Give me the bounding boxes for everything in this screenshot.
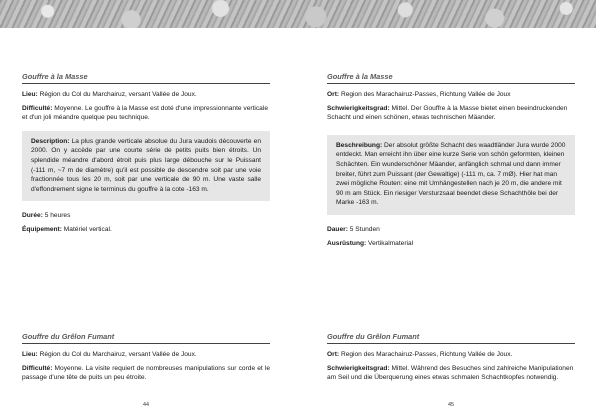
left-section-gouffre-a-la-masse	[22, 72, 270, 235]
schwierigkeit-value: Mittel. Während des Besuches sind zahlreiche Manipulationen am Seil und die Überquerung eines etwas schmalen Schachtkopfes notwendig.	[327, 364, 574, 382]
lieu-label: Lieu:	[22, 91, 38, 98]
difficulte-label: Difficulté:	[22, 104, 53, 112]
schwierigkeit-value: Mittel. Der Gouffre à la Masse bietet einen beeindruckenden Schacht und einen schönen, etwas technischen Mäander.	[327, 104, 568, 122]
section-title: Gouffre à la Masse	[22, 72, 270, 84]
beschreibung-label: Beschreibung:	[336, 141, 383, 149]
lieu-value: Région du Col du Marchairuz, versant Vallée de Joux.	[39, 351, 197, 358]
description-text: La plus grande verticale absolue du Jura vaudois découverte en 2000. On y accède par une courte série de petits puits bien étroits. Un splendide méandre d'abord étroit puis plus large débouche sur le Puissant (-111 m, ~7 m de diamètre) qu'il est possible de descendre soit par une voie fractionnée tous les 20 m, soit par une verticale de 90 m. Une vaste salle d'effondrement signe le terminus du gouffre à la cote -163 m.	[31, 137, 261, 193]
lieu-line	[22, 350, 270, 360]
right-section-gouffre-du-grelon-fumant	[327, 318, 575, 387]
ort-line	[327, 350, 575, 360]
schwierigkeit-line	[327, 104, 575, 123]
beschreibung-text: Der absolut größte Schacht des waadtländer Jura wurde 2000 entdeckt. Man erreicht ihn über eine kurze Serie von schön geformten, kleinen Schächten. Ein wunderschöner Mäander, anfänglich schmal und dann immer breiter, führt zum Puissant (der Gewaltige) (-111 m, ca. 7 mØ). Hier hat man zwei mögliche Routen: eine mit Umhängestellen nach je 20 m, die andere mit 90 m am Stück. Ein riesiger Versturzsaal beendet diese Schachthöle bei der Marke -163 m.	[336, 141, 566, 207]
ausruestung-value: Vertikalmaterial	[368, 239, 414, 247]
equipement-label: Équipement:	[22, 225, 62, 233]
dauer-line	[327, 225, 575, 235]
ort-label: Ort:	[327, 351, 340, 358]
page-number-right: 45	[448, 402, 454, 408]
duree-value: 5 heures	[44, 212, 71, 220]
section-title: Gouffre du Grêlon Fumant	[327, 332, 575, 344]
schwierigkeit-label: Schwierigkeitsgrad:	[327, 364, 390, 372]
page-number-left: 44	[143, 402, 149, 408]
left-page	[22, 58, 270, 239]
section-title: Gouffre du Grêlon Fumant	[22, 332, 270, 344]
left-section-gouffre-du-grelon-fumant	[22, 318, 270, 387]
right-page	[327, 58, 575, 252]
dauer-label: Dauer:	[327, 225, 348, 233]
description-box	[22, 131, 270, 202]
duree-label: Durée:	[22, 212, 43, 220]
difficulte-value: Moyenne. Le gouffre à la Masse est doté d'une impressionnante verticale et d'un joli méandre quelque peu technique.	[22, 104, 268, 122]
difficulte-label: Difficulté:	[22, 364, 53, 372]
ausruestung-label: Ausrüstung:	[327, 239, 367, 247]
section-title: Gouffre à la Masse	[327, 72, 575, 84]
decorative-rock-banner	[0, 0, 596, 28]
right-section-gouffre-a-la-masse	[327, 72, 575, 248]
duree-line	[22, 211, 270, 221]
lieu-value: Région du Col du Marchairuz, versant Vallée de Joux.	[39, 91, 197, 98]
description-label: Description:	[31, 137, 70, 145]
difficulte-line	[22, 364, 270, 383]
schwierigkeit-label: Schwierigkeitsgrad:	[327, 104, 390, 112]
ort-line	[327, 90, 575, 100]
ort-value: Region des Marachairuz-Passes, Richtung Vallée de Joux.	[340, 351, 513, 358]
ausruestung-line	[327, 239, 575, 249]
difficulte-line	[22, 104, 270, 123]
equipement-value: Matériel vertical.	[63, 225, 112, 233]
ort-label: Ort:	[327, 91, 340, 98]
equipement-line	[22, 225, 270, 235]
ort-value: Region des Marachairuz-Passes, Richtung Vallée de Joux	[340, 91, 511, 98]
difficulte-value: Moyenne. La visite requiert de nombreuses manipulations sur corde et le passage d'une tête de puits un peu étroite.	[22, 364, 270, 382]
lieu-label: Lieu:	[22, 351, 38, 358]
dauer-value: 5 Stunden	[349, 225, 380, 233]
schwierigkeit-line	[327, 364, 575, 383]
beschreibung-box	[327, 135, 575, 215]
lieu-line	[22, 90, 270, 100]
